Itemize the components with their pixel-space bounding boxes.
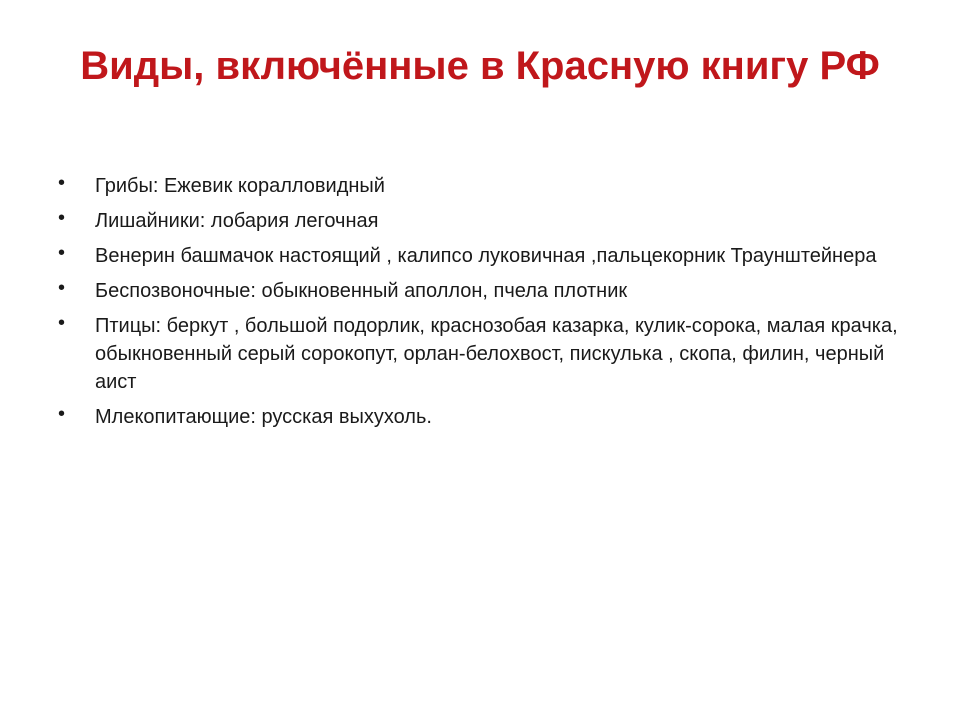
bullet-marker: • bbox=[58, 312, 66, 334]
bullet-marker: • bbox=[58, 172, 66, 194]
slide-title: Виды, включённые в Красную книгу РФ bbox=[80, 44, 880, 88]
bullet-list bbox=[58, 172, 908, 438]
bullet-text: Беспозвоночные: обыкновенный аполлон, пчела плотник bbox=[95, 280, 628, 302]
bullet-item-lichens bbox=[58, 207, 908, 235]
bullet-text: Венерин башмачок настоящий , калипсо луковичная ,пальцекорник Траунштейнера bbox=[95, 245, 877, 267]
bullet-item-mammals bbox=[58, 403, 908, 431]
bullet-text: Грибы: Ежевик коралловидный bbox=[95, 175, 385, 197]
bullet-text: Млекопитающие: русская выхухоль. bbox=[95, 406, 432, 428]
bullet-item-birds bbox=[58, 312, 908, 396]
bullet-marker: • bbox=[58, 277, 66, 299]
bullet-item-fungi bbox=[58, 172, 908, 200]
bullet-marker: • bbox=[58, 403, 66, 425]
bullet-text: Птицы: беркут , большой подорлик, краснозобая казарка, кулик-сорока, малая крачка, обыкновенный серый сорокопут, орлан-белохвост, пискулька , скопа, филин, черный аист bbox=[95, 315, 898, 393]
bullet-item-invertebrates bbox=[58, 277, 908, 305]
bullet-item-plants bbox=[58, 242, 908, 270]
bullet-marker: • bbox=[58, 242, 66, 264]
bullet-text: Лишайники: лобария легочная bbox=[95, 210, 379, 232]
bullet-marker: • bbox=[58, 207, 66, 229]
